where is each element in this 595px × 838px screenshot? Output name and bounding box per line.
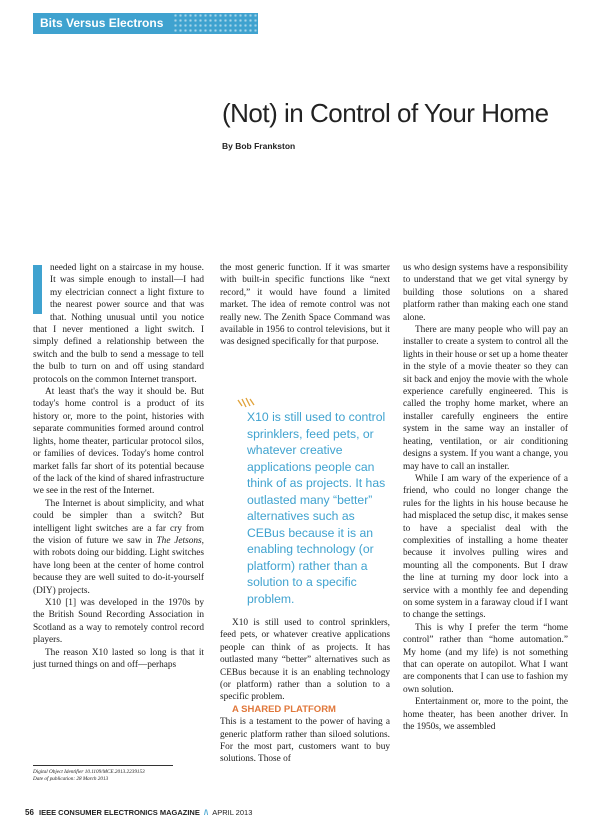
pull-quote: X10 is still used to control sprinklers, feed pets, or whatever creative applications people can think of as projects. It has outlasted many “better” alternatives such as CEBus because it is an enabling technology (or platform) rather than a solution to a specific problem. [247,410,386,606]
column-1 [33,262,204,671]
section-banner-label: Bits Versus Electrons [40,16,164,30]
banner-dot-pattern [173,13,258,34]
publication-date-line: Date of publication: 28 March 2013 [33,776,109,782]
article-byline: By Bob Frankston [222,141,296,151]
paragraph: While I am wary of the experience of a friend, who could no longer change the rules for the lights in his house because he had misplaced the setup disc, it makes sense to have a specialist deal with the complexities of installing a home theater because it involves pulling wires and mounting all the components. But I draw the line at turning my door lock into a service with a monthly fee and depending on some system in a faraway cloud if I want to change the settings. [403,473,568,621]
footer-separator-icon: /\ [203,808,209,817]
jetsons-title: The Jetsons [156,535,202,546]
column-2-top [220,262,390,349]
paragraph: the most generic function. If it was smarter with built-in specific functions like “next record,” it would have found a limited market. The idea of remote control was not really new. The Zenith Space Command was available in 1956 to control televisions, but it was designed specifically for that purpose. [220,263,390,348]
paragraph: Entertainment or, more to the point, the home theater, has been another driver. In the 1950s, we assembled [403,697,568,733]
section-heading: A SHARED PLATFORM [232,703,336,715]
footnote [33,769,145,783]
paragraph: X10 [1] was developed in the 1970s by the British Sound Recording Association in Scotland as a way to remotely control record players. [33,597,204,646]
section-banner [33,13,258,34]
page-number: 56 [25,808,34,817]
issue-date: APRIL 2013 [212,808,253,817]
page-footer [25,808,252,817]
column-3 [403,262,568,733]
paragraph: needed light on a staircase in my house. It was simple enough to install—I had my electrician connect a light fixture to the nearest power source and that was that. Nothing unusual until you notice that I never mentioned a light switch. I simply defined a relationship between the switch and the bulb to send a message to tell the bulb to turn on and off using standard protocols on the common Internet transport. [33,263,204,385]
drop-cap [33,265,42,314]
magazine-name: IEEE CONSUMER ELECTRONICS MAGAZINE [39,808,200,817]
footnote-rule [33,765,173,766]
column-2-bottom [220,617,390,766]
paragraph: The Internet is about simplicity, and what could be simpler than a switch? But intelligent light switches are a far cry from the vision of future we saw in The Jetsons, with robots doing our bidding. Light switches have long been at the center of home control because they are well suited to do-it-yourself (DIY) projects. [33,498,204,596]
doi-line: Digital Object Identifier 10.1109/MCE.2013.2239153 [33,769,145,775]
article-title: (Not) in Control of Your Home [222,98,549,128]
paragraph: us who design systems have a responsibility to understand that we get vital synergy by building those solutions on a shared platform rather than making each one stand alone. [403,263,568,323]
paragraph: There are many people who will pay an installer to create a system to control all the lights in their house or set up a home theater in the style of a movie theater so they can sit back and enjoy the movie with the whole experience carefully engineered. This is called the trophy home market, where an installer carefully engineers the entire system in the same way an installer of heating, ventilation, or air conditioning designs a system. If you want a change, you may have to call an installer. [403,325,568,472]
paragraph: The reason X10 lasted so long is that it just turned things on and off—perhaps [33,647,204,670]
paragraph: This is a testament to the power of having a generic platform rather than siloed solutions. For the most part, customers want to buy solutions. Those of [220,717,390,765]
paragraph: X10 is still used to control sprinklers, feed pets, or whatever creative applications people can think of as projects. It has outlasted many “better” alternatives such as CEBus because it is an enabling technology (or platform) rather than a solution to a specific problem. [220,618,390,703]
paragraph: At least that's the way it should be. But today's home control is a product of its history or, more to the point, histories with separate communities formed around control lights, home theater, particular protocol silos, or families of devices. Today's home control market falls far short of its potential because of the lack of the kind of shared infrastructure we see in the rest of the Internet. [33,387,204,497]
paragraph: This is why I prefer the term “home control” rather than “home automation.” My home (and my life) is not something that can operate on autopilot. What I want are components that I can use to fashion my own solution. [403,622,568,695]
